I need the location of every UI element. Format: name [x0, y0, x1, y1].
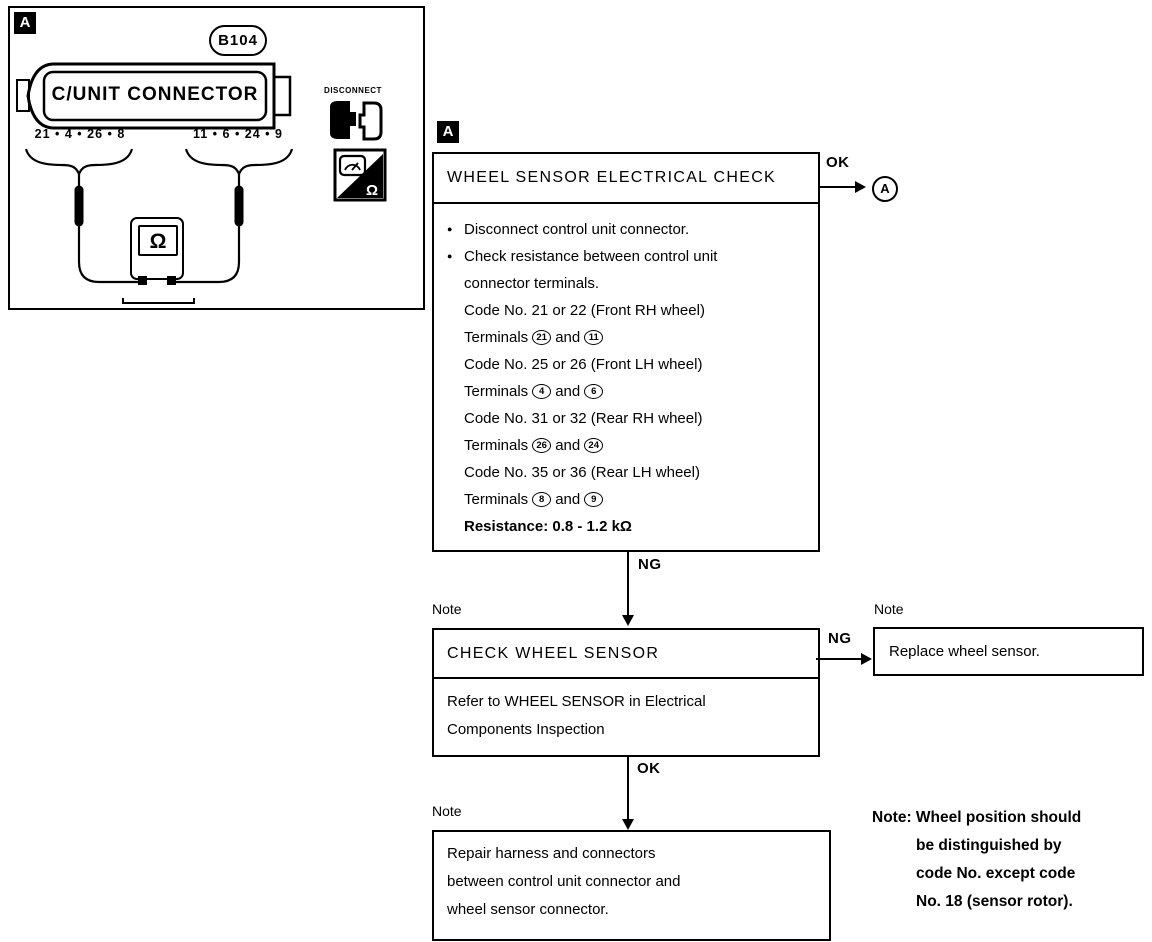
terminal-number: 24: [584, 438, 603, 453]
step1-bullet1: ● Disconnect control unit connector.: [434, 216, 818, 243]
connector-id-oval: B104: [209, 25, 267, 56]
ohmmeter-check-icon: [332, 147, 388, 203]
terminal-number: 9: [584, 492, 603, 507]
repair-line3: wheel sensor connector.: [447, 901, 609, 918]
step2-ng-label: NG: [828, 630, 852, 647]
step2-note-label: Note: [432, 601, 462, 617]
step2-ok-label: OK: [637, 760, 661, 777]
disconnect-label: DISCONNECT: [324, 86, 382, 95]
check-code-line: Code No. 25 or 26 (Front LH wheel): [464, 356, 703, 373]
check-code-line: Code No. 35 or 36 (Rear LH wheel): [464, 464, 700, 481]
check-terminals-line: Terminals 21 and 11: [434, 324, 818, 351]
step2-title: CHECK WHEEL SENSOR: [434, 630, 818, 679]
step1-title: WHEEL SENSOR ELECTRICAL CHECK: [434, 154, 818, 204]
repair-note-label: Note: [432, 803, 462, 819]
step2-ok-arrowhead: [622, 819, 634, 830]
step2-ng-arrowhead: [861, 653, 872, 665]
step1-ng-arrow-line: [627, 550, 629, 616]
panel-label-badge: A: [14, 12, 36, 34]
step2-ok-arrow-line: [627, 755, 629, 820]
repair-line2: between control unit connector and: [447, 873, 681, 890]
terminal-group-left: 21 • 4 • 26 • 8: [34, 127, 126, 141]
terminal-number: 4: [532, 384, 551, 399]
repair-harness-box: [432, 830, 831, 941]
right-test-lead: [176, 174, 239, 282]
check-terminals-line: Terminals 8 and 9: [434, 486, 818, 513]
step1-ok-arrowhead: [855, 181, 866, 193]
footnote-line1: Wheel position should: [915, 809, 1082, 826]
step2-body-line2: Components Inspection: [447, 721, 605, 738]
step2-body: [434, 679, 818, 744]
check-code-line: Code No. 31 or 32 (Rear RH wheel): [464, 410, 703, 427]
check-terminals-line: Terminals 4 and 6: [434, 378, 818, 405]
ohmmeter-display: Ω: [138, 225, 178, 256]
step1-ok-label: OK: [826, 154, 850, 171]
step2-box: [432, 628, 820, 757]
replace-sensor-box: Replace wheel sensor.: [873, 627, 1144, 676]
terminal-group-right: 11 • 6 • 24 • 9: [193, 127, 283, 141]
terminal-number: 6: [584, 384, 603, 399]
replace-note-label: Note: [874, 601, 904, 617]
flowchart-section-badge: A: [437, 121, 459, 143]
footnote-line2: be distinguished by: [916, 837, 1062, 854]
ohm-symbol: Ω: [366, 182, 379, 199]
step2-body-line1: Refer to WHEEL SENSOR in Electrical: [447, 693, 706, 710]
step1-box: [432, 152, 820, 552]
footnote-label: Note:: [872, 809, 912, 826]
right-terminal-brace: [186, 149, 292, 174]
wheel-position-footnote: [872, 804, 1152, 916]
step2-ng-arrow-line: [816, 658, 862, 660]
left-terminal-brace: [26, 149, 132, 174]
terminal-number: 11: [584, 330, 603, 345]
step1-ng-label: NG: [638, 556, 662, 573]
footnote-line3: code No. except code: [916, 865, 1076, 882]
repair-line1: Repair harness and connectors: [447, 845, 656, 862]
step1-bullet2: ● Check resistance between control unit: [434, 243, 818, 270]
resistance-spec: Resistance: 0.8 - 1.2 kΩ: [464, 518, 632, 535]
connector-name: C/UNIT CONNECTOR: [51, 84, 259, 105]
ohmmeter: [130, 217, 184, 280]
footnote-line4: No. 18 (sensor rotor).: [916, 893, 1073, 910]
goto-a-marker: A: [872, 176, 898, 202]
meter-base-bracket: [123, 298, 194, 303]
step1-body: [434, 204, 818, 540]
check-code-line: Code No. 21 or 22 (Front RH wheel): [464, 302, 705, 319]
terminal-number: 8: [532, 492, 551, 507]
step1-ok-arrow-line: [818, 186, 856, 188]
terminal-number: 26: [532, 438, 551, 453]
check-terminals-line: Terminals 26 and 24: [434, 432, 818, 459]
terminal-number: 21: [532, 330, 551, 345]
step1-bullet2-cont: connector terminals.: [464, 275, 600, 292]
disconnect-icon: [326, 97, 384, 143]
connector-inspection-panel: [8, 6, 425, 310]
step1-ng-arrowhead: [622, 615, 634, 626]
